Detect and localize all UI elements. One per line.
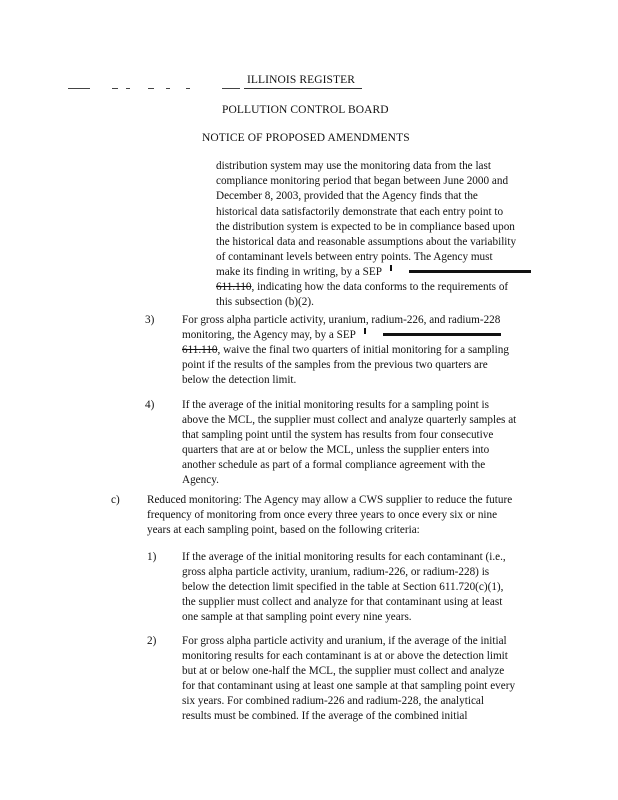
struck-section-ref: 611.110 [216,281,252,293]
text-line: results must be combined. If the average of the combined initial [182,710,468,722]
text-line: point if the results of the samples from the previous two quarters are [182,359,488,371]
text-line: below the detection limit. [182,374,297,386]
text-line [216,280,508,295]
text-line: six years. For combined radium-226 and radium-228, the analytical [182,695,484,707]
text-line: distribution system may use the monitoring data from the last [216,160,491,172]
notice-title: NOTICE OF PROPOSED AMENDMENTS [202,132,410,144]
item-label: 2) [147,635,157,647]
item-label: c) [111,494,120,506]
text-segment: make its finding in writing, by a SEP [216,266,382,278]
text-line: another schedule as part of a formal compliance agreement with the [182,459,486,471]
register-title: ILLINOIS REGISTER [247,74,356,86]
text-line: If the average of the initial monitoring results for each contaminant (i.e., [182,551,506,563]
text-segment: , waive the final two quarters of initial monitoring for a sampling [217,344,509,356]
text-line: below the detection limit specified in the table at Section 611.720(c)(1), [182,581,504,593]
redaction-mark [364,328,366,334]
redaction-bar [383,333,501,336]
text-segment: monitoring, the Agency may, by a SEP [182,329,356,341]
struck-section-ref: 611.110 [182,344,218,356]
text-line: monitoring results for each contaminant is at or above the detection limit [182,650,508,662]
text-line: quarters that are at or below the MCL, unless the supplier enters into [182,444,490,456]
board-name: POLLUTION CONTROL BOARD [222,104,389,116]
text-line: for that contaminant using at least one sample at that sampling point every [182,680,516,692]
text-line: December 8, 2003, provided that the Agency finds that the [216,190,478,202]
redaction-bar [409,270,531,273]
text-line [182,328,501,343]
text-line: Reduced monitoring: The Agency may allow a CWS supplier to reduce the future [147,494,513,506]
text-line: one sample at that sampling point every nine years. [182,611,412,623]
text-segment: , indicating how the data conforms to the requirements of [251,281,509,293]
text-line: For gross alpha particle activity, uranium, radium-226, and radium-228 [182,314,501,326]
text-line: frequency of monitoring from once every three years to once every six or nine [147,509,498,521]
redaction-mark [390,265,392,271]
text-line: If the average of the initial monitoring results for a sampling point is [182,399,489,411]
text-line: the distribution system is expected to be in compliance based upon [216,221,515,233]
text-line: gross alpha particle activity, uranium, radium-226, or radium-228) is [182,566,490,578]
text-line: the historical data and reasonable assumptions about the variability [216,236,517,248]
text-line: above the MCL, the supplier must collect and analyze quarterly samples at [182,414,517,426]
text-line: of contaminant levels between entry points. The Agency must [216,251,493,263]
text-line: the supplier must collect and analyze for that contaminant using at least [182,596,503,608]
text-line: but at or below one-half the MCL, the supplier must collect and analyze [182,665,505,677]
text-line: Agency. [182,474,219,486]
register-title-underline [244,88,362,89]
text-line: this subsection (b)(2). [216,296,314,308]
item-label: 3) [145,314,155,326]
text-line: historical data satisfactorily demonstrate that each entry point to [216,206,504,218]
text-line [216,265,531,280]
text-line: compliance monitoring period that began between June 2000 and [216,175,509,187]
item-label: 1) [147,551,157,563]
text-line: that sampling point until the system has results from four consecutive [182,429,494,441]
text-line: For gross alpha particle activity and uranium, if the average of the initial [182,635,507,647]
text-line: years at each sampling point, based on the following criteria: [147,524,420,536]
text-line [182,343,509,358]
item-label: 4) [145,399,155,411]
